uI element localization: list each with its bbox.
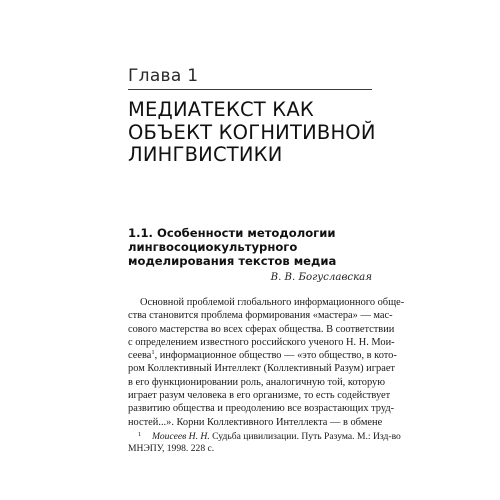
footnote-line: [128, 431, 401, 443]
body-line: ностей...». Корни Коллективного Интеллекта — в обмене: [128, 416, 383, 428]
body-line: играет разум человека в его организме, то есть содействует: [128, 390, 391, 402]
body-line: развитию общества и преодолению все возрастающих труд-: [128, 403, 395, 415]
footnote-line: МНЭПУ, 1998. 228 с.: [128, 443, 215, 454]
chapter-label: Глава 1: [128, 66, 199, 86]
section-heading: [128, 226, 378, 269]
footnote-text: Судьба цивилизации. Путь Разума. М.: Изд-во: [209, 431, 401, 442]
chapter-title: [128, 99, 388, 167]
body-line: [128, 349, 397, 362]
chapter-title-line: МЕДИАТЕКСТ КАК: [128, 98, 314, 121]
section-author: В. В. Богуславская: [270, 272, 372, 283]
section-heading-line: лингвосоциокультурного: [128, 240, 298, 255]
body-line: ства становится проблема формирования «мастера» — мас-: [128, 310, 393, 322]
section-heading-line: 1.1. Особенности методологии: [128, 226, 336, 240]
body-line: сового мастерства во всех сферах общества. В соответствии: [128, 323, 395, 335]
body-line: Основной проблемой глобального информационного обще-: [140, 297, 405, 308]
body-line: с определением известного российского ученого Н. Н. Мои-: [128, 336, 395, 348]
chapter-rule: [128, 89, 372, 90]
body-text: [128, 296, 405, 429]
footnote-mark: 1: [138, 431, 142, 438]
footnote-author: Моисеев Н. Н.: [152, 431, 210, 442]
chapter-title-line: ОБЪЕКТ КОГНИТИВНОЙ: [128, 120, 376, 144]
footnote-reference[interactable]: 1: [151, 349, 155, 357]
body-line: ром Коллективный Интеллект (Коллективный Разум) играет: [128, 363, 395, 375]
chapter-title-line: ЛИНГВИСТИКИ: [128, 143, 283, 166]
footnote: [128, 431, 401, 455]
body-line: в его функционировании роль, аналогичную той, которую: [128, 376, 386, 388]
section-heading-line: моделирования текстов медиа: [128, 254, 337, 269]
body-line-part: , информационное общество — «это общество, в кото-: [154, 350, 397, 362]
body-line-part: сеева: [128, 350, 152, 362]
